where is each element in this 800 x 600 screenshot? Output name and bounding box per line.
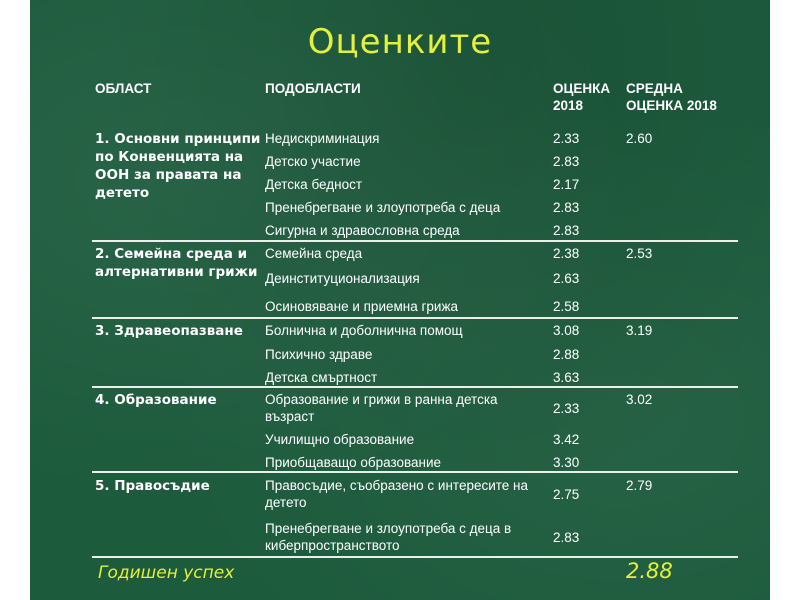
- subarea-score: 2.17: [553, 177, 580, 192]
- subarea-label: Пренебрегване и злоупотреба с деца в киберпространството: [265, 521, 512, 553]
- subarea-score: 2.33: [553, 401, 580, 416]
- subarea-label: Пренебрегване и злоупотреба с деца: [265, 200, 501, 215]
- area-average: 2.53: [626, 246, 653, 261]
- header-average: СРЕДНА ОЦЕНКА 2018: [626, 81, 717, 113]
- subarea-score: 2.88: [553, 347, 580, 362]
- subarea-label: Детска смъртност: [265, 370, 378, 385]
- subarea-label: Приобщаващо образование: [265, 455, 442, 470]
- area-label: 4. Образование: [95, 392, 217, 408]
- subarea-score: 2.83: [553, 154, 580, 169]
- subarea-score: 2.38: [553, 246, 580, 261]
- subarea-label: Осиновяване и приемна грижа: [265, 299, 458, 314]
- subarea-score: 3.42: [553, 432, 580, 447]
- area-label: 3. Здравеопазване: [95, 323, 243, 339]
- annual-result-value: 2.88: [626, 559, 673, 583]
- area-label: 2. Семейна среда и алтернативни грижи: [95, 246, 258, 280]
- subarea-score: 3.30: [553, 455, 580, 470]
- subarea-label: Училищно образование: [265, 432, 415, 447]
- subarea-score: 2.58: [553, 299, 580, 314]
- area-average: 2.79: [626, 478, 653, 493]
- area-label: 1. Основни принципи по Конвенцията на ООН за правата на детето: [95, 131, 261, 201]
- subarea-label: Правосъдие, съобразено с интересите на детето: [265, 478, 529, 510]
- subarea-score: 2.83: [553, 530, 580, 545]
- annual-result-label: Годишен успех: [98, 563, 235, 583]
- area-average: 3.19: [626, 323, 653, 338]
- area-label: 5. Правосъдие: [95, 478, 210, 494]
- subarea-label: Психично здраве: [265, 347, 373, 362]
- page-title: Оценките: [307, 22, 493, 62]
- area-average: 2.60: [626, 131, 653, 146]
- subarea-label: Деинституционализация: [265, 271, 420, 286]
- subarea-score: 2.33: [553, 131, 580, 146]
- group-divider: [92, 240, 738, 242]
- subarea-score: 2.83: [553, 200, 580, 215]
- subarea-score: 3.08: [553, 323, 580, 338]
- group-divider: [92, 386, 738, 388]
- subarea-score: 3.63: [553, 370, 580, 385]
- subarea-score: 2.63: [553, 271, 580, 286]
- header-score: ОЦЕНКА 2018: [553, 81, 611, 113]
- subarea-label: Недискриминация: [265, 131, 380, 146]
- header-subareas: ПОДОБЛАСТИ: [265, 81, 361, 96]
- subarea-label: Образование и грижи в ранна детска възраст: [265, 392, 498, 424]
- subarea-score: 2.75: [553, 487, 580, 502]
- table-bottom-rule: [92, 556, 738, 558]
- area-average: 3.02: [626, 392, 653, 407]
- chalkboard-background: [30, 0, 770, 600]
- group-divider: [92, 471, 738, 473]
- subarea-score: 2.83: [553, 223, 580, 238]
- subarea-label: Детско участие: [265, 154, 361, 169]
- subarea-label: Болнична и доболнична помощ: [265, 323, 463, 338]
- subarea-label: Семейна среда: [265, 246, 363, 261]
- group-divider: [92, 317, 738, 319]
- subarea-label: Сигурна и здравословна среда: [265, 223, 460, 238]
- header-area: ОБЛАСТ: [95, 81, 152, 96]
- subarea-label: Детска бедност: [265, 177, 363, 192]
